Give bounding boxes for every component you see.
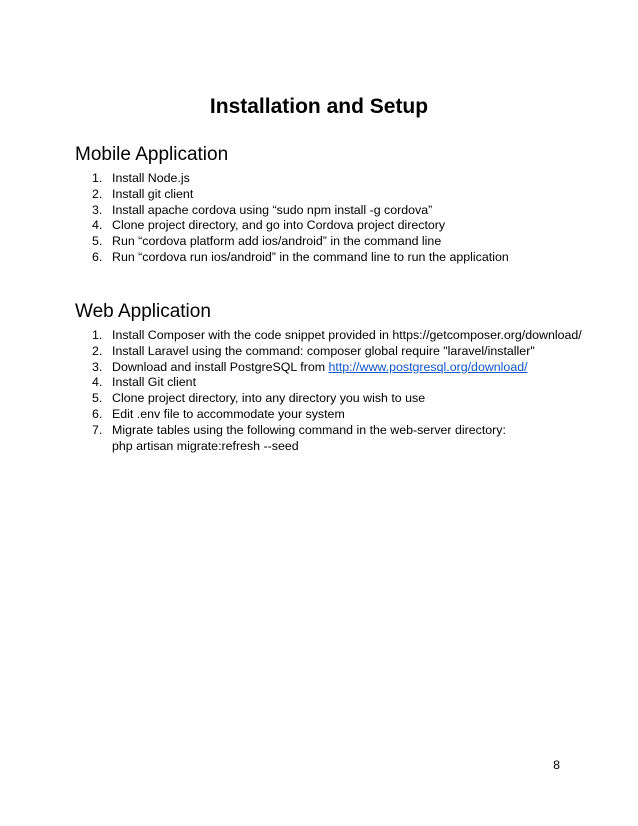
step-number: 3. <box>92 202 103 217</box>
mobile-step-1 <box>0 171 509 187</box>
web-step-6 <box>0 407 582 423</box>
step-text: Clone project directory, and go into Cordova project directory <box>112 218 446 233</box>
step-number: 5. <box>92 391 103 406</box>
mobile-step-4 <box>0 218 509 234</box>
mobile-step-3 <box>0 203 509 219</box>
step-number: 2. <box>92 186 103 201</box>
step-text: Install apache cordova using “sudo npm install -g cordova” <box>112 202 433 217</box>
step-text: Run “cordova platform add ios/android” in the command line <box>112 234 442 249</box>
step-text: Install Node.js <box>112 171 190 185</box>
step-number: 7. <box>92 422 103 437</box>
step-text: Install Laravel using the command: composer global require "laravel/installer" <box>112 343 535 358</box>
step-text: Clone project directory, into any directory you wish to use <box>112 391 426 406</box>
mobile-application-heading: Mobile Application <box>75 144 229 165</box>
step-number: 4. <box>92 375 103 390</box>
mobile-step-2 <box>0 187 509 203</box>
step-number: 6. <box>92 406 103 421</box>
web-application-heading: Web Application <box>75 301 211 322</box>
mobile-steps-list <box>0 171 509 266</box>
step-number: 6. <box>92 249 103 264</box>
mobile-step-5 <box>0 234 509 250</box>
step-number: 3. <box>92 359 103 374</box>
step-text: Migrate tables using the following command in the web-server directory: <box>112 422 506 437</box>
web-step-1 <box>0 328 582 344</box>
migrate-command: php artisan migrate:refresh --seed <box>112 438 299 453</box>
web-step-4 <box>0 375 582 391</box>
step-number: 2. <box>92 343 103 358</box>
step-number: 5. <box>92 234 103 249</box>
web-steps-list <box>0 328 582 454</box>
step-text: Download and install PostgreSQL from <box>112 359 329 374</box>
step-text: Install git client <box>112 186 194 201</box>
mobile-step-6 <box>0 250 509 266</box>
web-step-3 <box>0 360 582 376</box>
step-number: 4. <box>92 218 103 233</box>
postgresql-download-link[interactable]: http://www.postgresql.org/download/ <box>328 359 528 374</box>
step-text: Install Composer with the code snippet provided in https://getcomposer.org/download/ <box>112 328 582 342</box>
step-text: Install Git client <box>112 375 197 390</box>
page-number: 8 <box>553 758 560 772</box>
web-step-7 <box>0 423 582 455</box>
step-text: Run “cordova run ios/android” in the command line to run the application <box>112 249 509 264</box>
step-number: 1. <box>92 328 103 342</box>
step-text: Edit .env file to accommodate your system <box>112 406 345 421</box>
web-step-5 <box>0 391 582 407</box>
web-step-2 <box>0 344 582 360</box>
step-number: 1. <box>92 171 103 185</box>
page-title: Installation and Setup <box>209 95 429 118</box>
